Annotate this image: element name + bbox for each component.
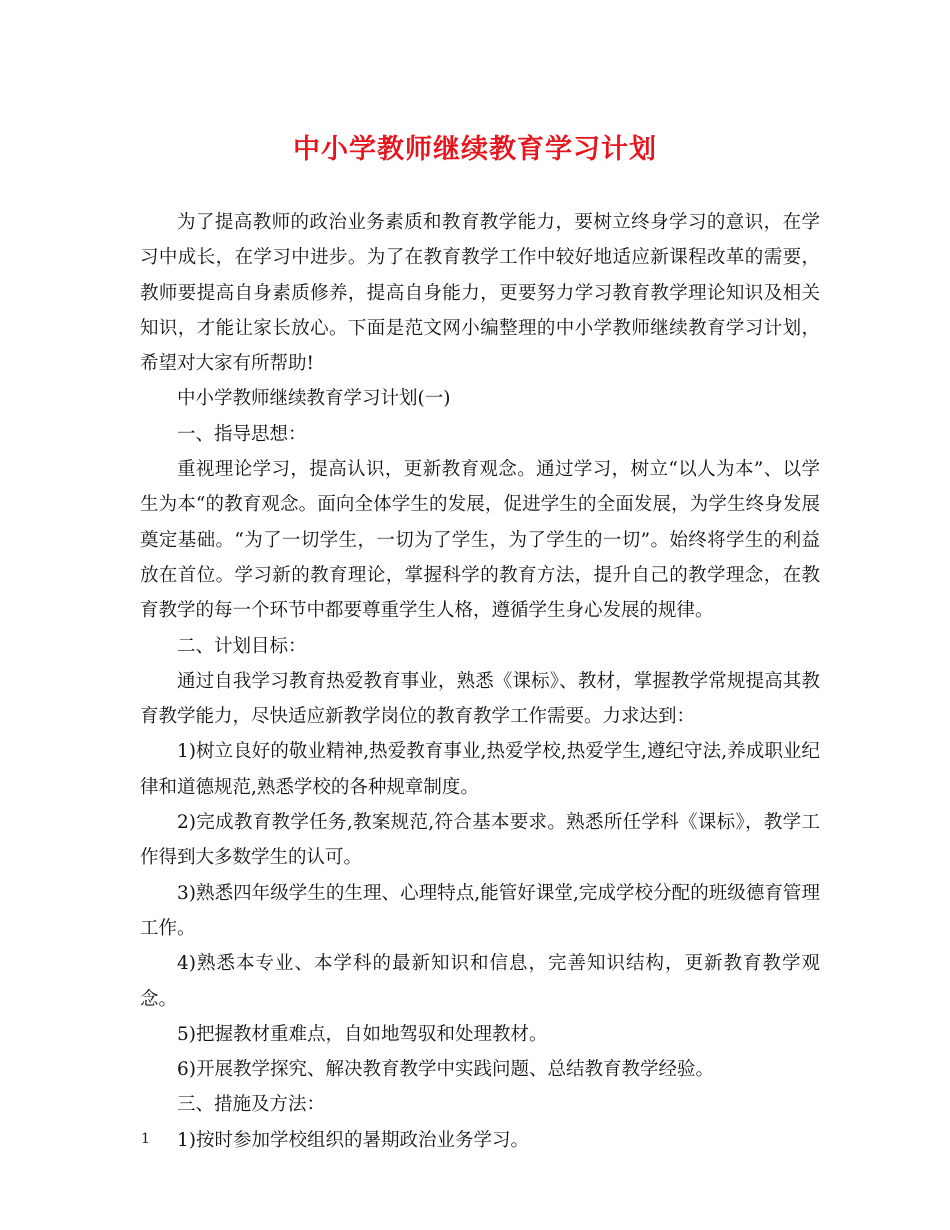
paragraph-goal-3: 3)熟悉四年级学生的生理、心理特点,能管好课堂,完成学校分配的班级德育管理工作。 — [140, 882, 820, 939]
paragraph-intro: 为了提高教师的政治业务素质和教育教学能力，要树立终身学习的意识，在学习中成长，在学习中进步。为了在教育教学工作中较好地适应新课程改革的需要，教师要提高自身素质修养，提高自身能力，更要努力学习教育教学理论知识及相关知识，才能让家长放心。下面是范文网小编整理的中小学教师继续教育学习计划，希望对大家有所帮助! — [140, 212, 820, 375]
paragraph-plan-heading: 中小学教师继续教育学习计划(一) — [177, 388, 451, 410]
paragraph-guiding-ideas-text: 重视理论学习，提高认识，更新教育观念。通过学习，树立“以人为本”、以学生为本“的教育观念。面向全体学生的发展，促进学生的全面发展，为学生终身发展奠定基础。“为了一切学生，一切为了学生，为了学生的一切”。始终将学生的利益放在首位。学习新的教育理论，掌握科学的教育方法，提升自己的教学理念，在教育教学的每一个环节中都要尊重学生人格，遵循学生身心发展的规律。 — [140, 459, 820, 622]
paragraph-section-methods: 三、措施及方法： — [177, 1094, 326, 1116]
paragraph-goal-6: 6)开展教学探究、解决教育教学中实践问题、总结教育教学经验。 — [177, 1059, 714, 1081]
paragraph-goal-4: 4)熟悉本专业、本学科的最新知识和信息，完善知识结构，更新教育教学观念。 — [140, 953, 820, 1010]
paragraph-section-goals: 二、计划目标： — [177, 635, 307, 657]
page-number: 1 — [141, 1131, 150, 1147]
paragraph-goal-1: 1)树立良好的敬业精神,热爱教育事业,热爱学校,热爱学生,遵纪守法,养成职业纪律和道德规范,熟悉学校的各种规章制度。 — [140, 741, 820, 798]
paragraph-method-1: 1)按时参加学校组织的暑期政治业务学习。 — [177, 1129, 529, 1151]
document-title: 中小学教师继续教育学习计划 — [293, 134, 657, 165]
document-body — [140, 205, 820, 1158]
paragraph-goal-5: 5)把握教材重难点，自如地驾驭和处理教材。 — [177, 1023, 548, 1045]
paragraph-goals-text: 通过自我学习教育热爱教育事业，熟悉《课标》、教材，掌握教学常规提高其教育教学能力，尽快适应新教学岗位的教育教学工作需要。力求达到： — [140, 670, 820, 728]
paragraph-section-guiding-ideas: 一、指导思想： — [177, 423, 307, 445]
paragraph-goal-2: 2)完成教育教学任务,教案规范,符合基本要求。熟悉所任学科《课标》，教学工作得到大多数学生的认可。 — [140, 812, 820, 869]
